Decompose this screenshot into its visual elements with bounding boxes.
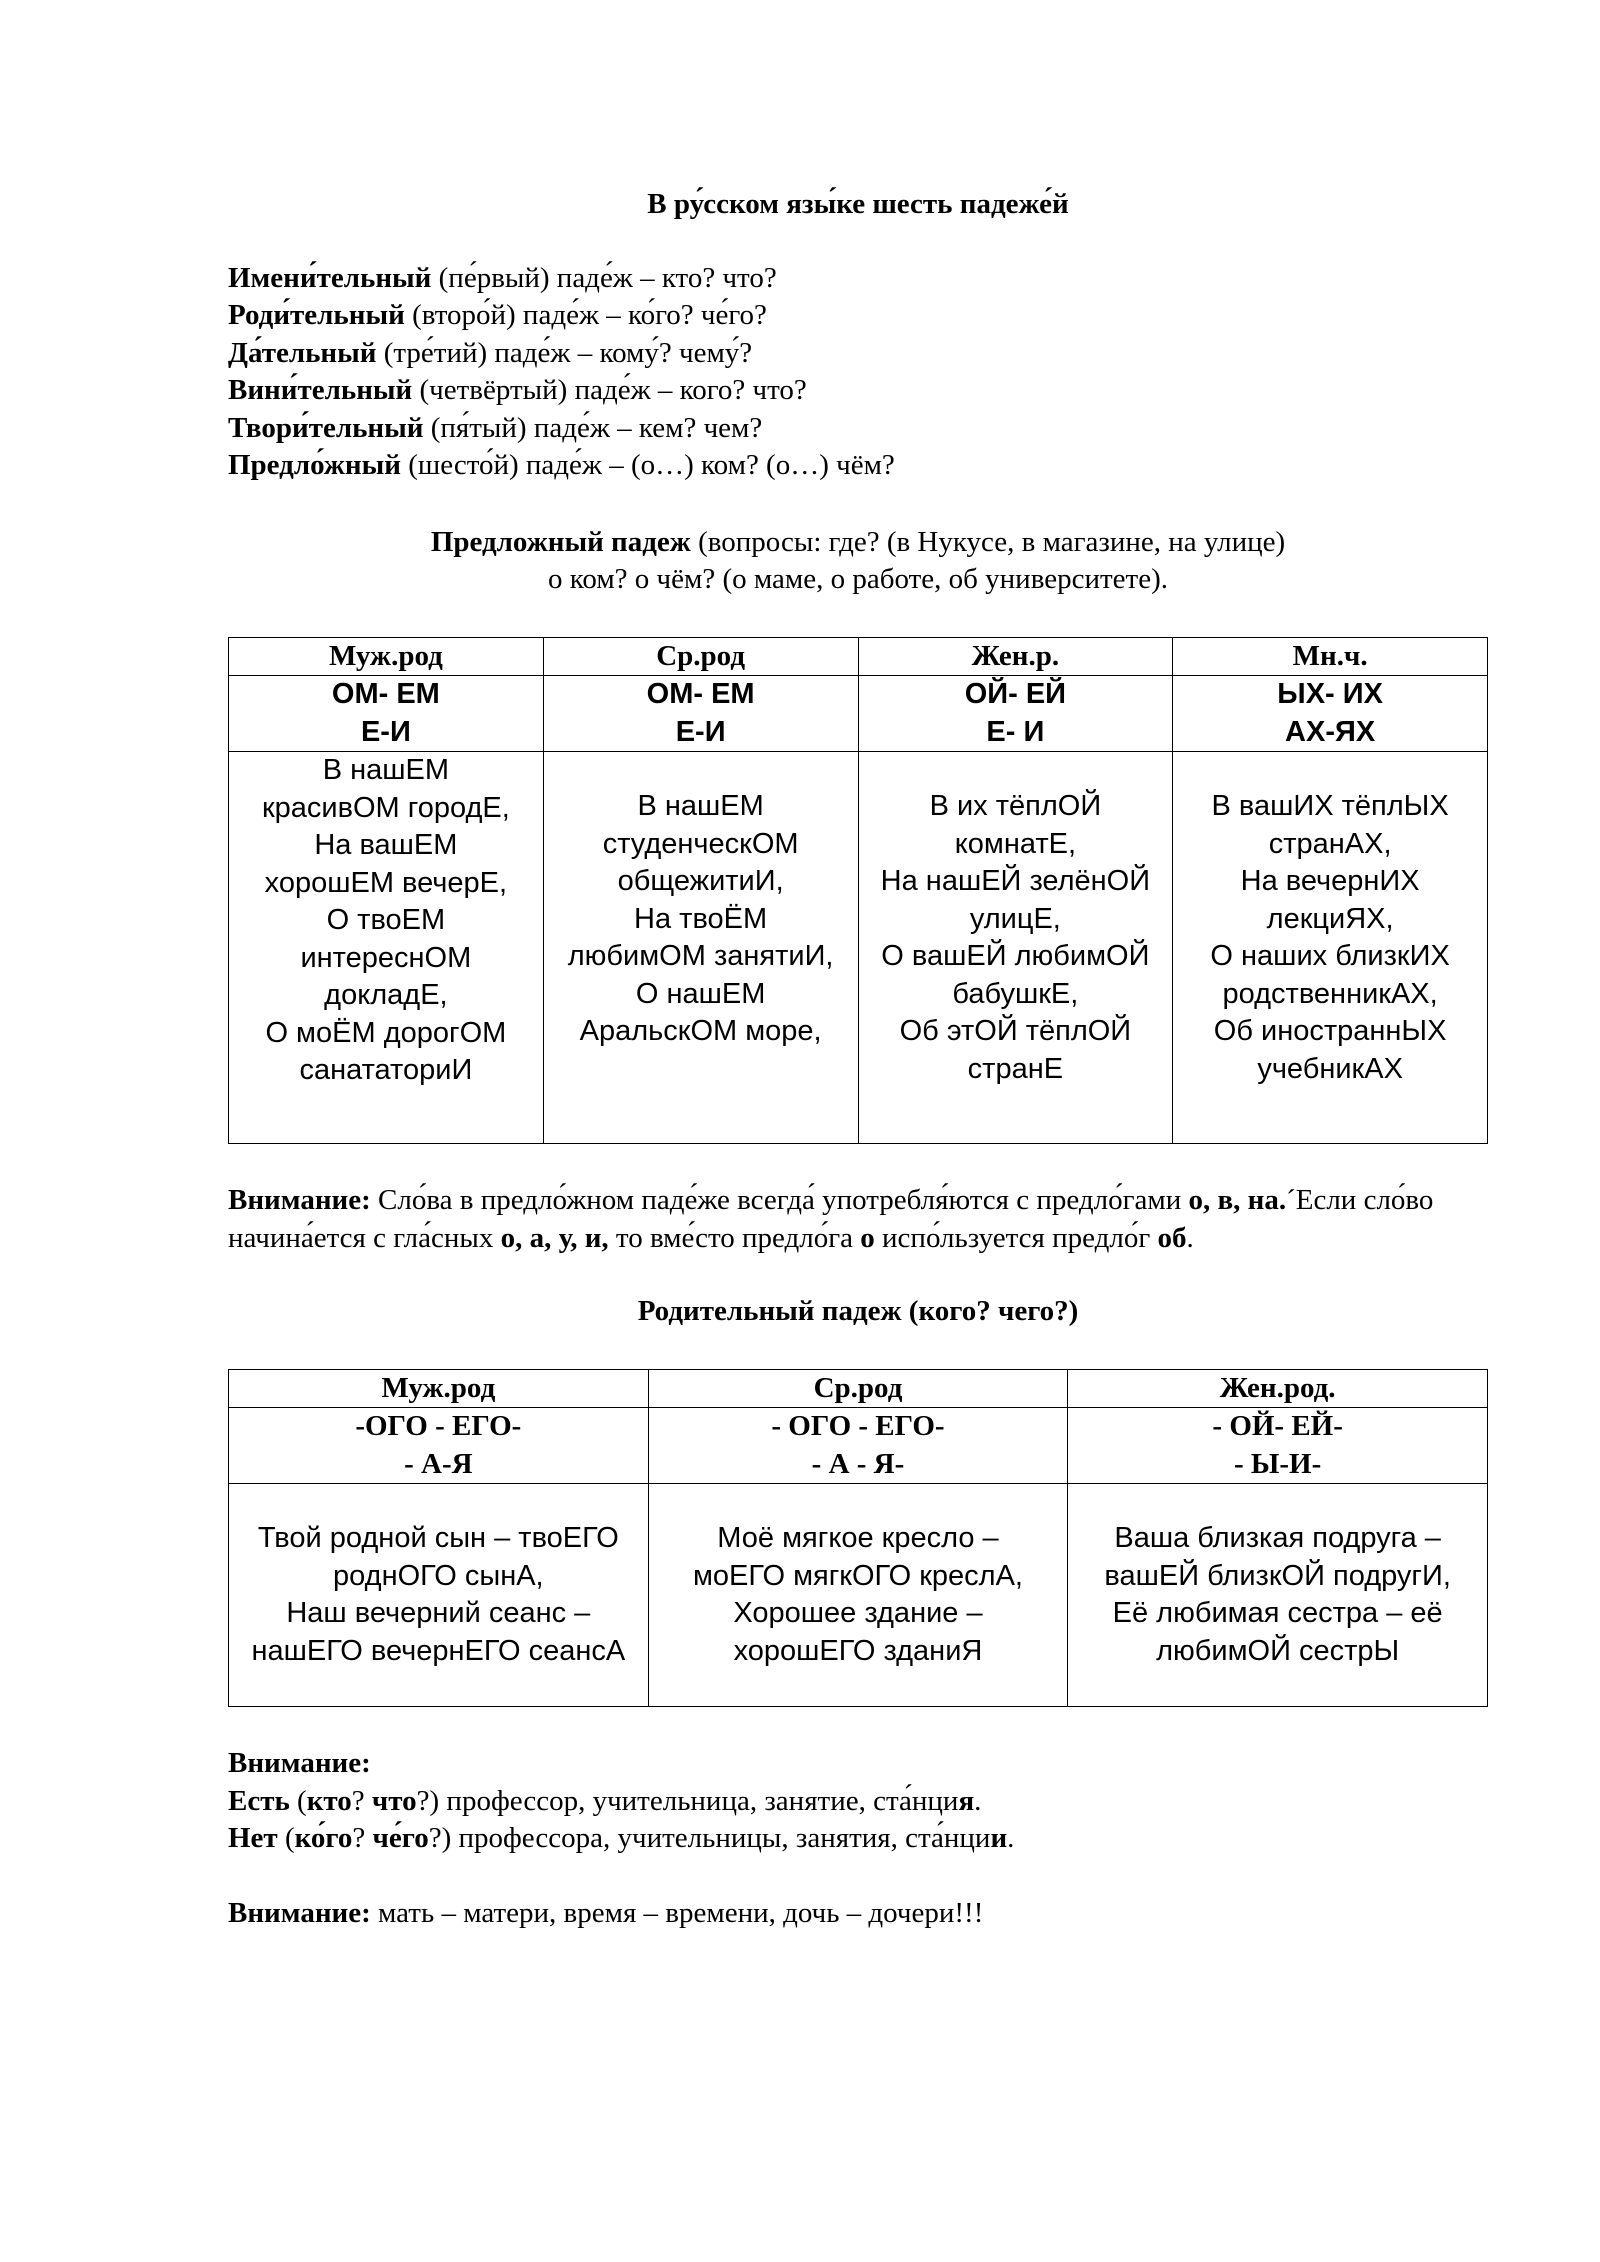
note-text: ? <box>351 1784 372 1817</box>
example-line: Её любимая сестра – её <box>1112 1597 1443 1629</box>
example-line: На вечернИХ <box>1240 865 1420 897</box>
attention-note-est-net <box>228 1745 1488 1858</box>
ending-line: - Ы-И- <box>1234 1447 1322 1480</box>
ending-line: Е-И <box>360 715 411 748</box>
case-description: (тре́тий) паде́ж – кому́? чему́? <box>376 336 753 369</box>
example-line: интереснОМ <box>300 941 472 974</box>
ending-line: Е- И <box>986 715 1045 748</box>
example-line: учебникАХ <box>1257 1052 1403 1085</box>
ending-line: -ОГО - ЕГО- <box>355 1410 522 1442</box>
case-line <box>228 372 1488 410</box>
column-header: Муж.род <box>229 637 544 676</box>
page-title: В ру́сском язы́ке шесть падеже́й <box>647 188 1069 220</box>
examples-row <box>229 1484 1488 1707</box>
ending-line: - ОГО - ЕГО- <box>771 1410 945 1442</box>
column-header: Мн.ч. <box>1173 637 1488 676</box>
case-name: Роди́тельный <box>228 299 405 331</box>
note-bold: о, а, у, и, <box>500 1221 609 1254</box>
example-line: лекциЯХ, <box>1266 902 1394 935</box>
ending-line: ОЙ- ЕЙ <box>964 678 1067 710</box>
example-line: Моё мягкое кресло – <box>717 1522 999 1554</box>
endings-row <box>229 1408 1488 1484</box>
endings-row <box>229 676 1488 752</box>
example-line: О наших близкИХ <box>1210 940 1450 972</box>
example-line: вашЕЙ близкОЙ подругИ, <box>1104 1559 1451 1592</box>
note-bold: че́го <box>372 1822 429 1854</box>
column-header: Ср.род <box>648 1369 1068 1408</box>
ending-line: - А-Я <box>404 1447 473 1480</box>
note-bold: о <box>860 1221 875 1254</box>
ending-line: ЫХ- ИХ <box>1277 678 1383 710</box>
example-line: роднОГО сынА, <box>333 1559 544 1592</box>
attention-note-prepositions <box>228 1182 1488 1257</box>
example-line: любимОМ занятиИ, <box>567 940 834 972</box>
ending-line: ОМ- ЕМ <box>646 678 755 710</box>
example-line: общежитиИ, <box>617 865 784 897</box>
case-description: (второ́й) паде́ж – ко́го? че́го? <box>404 299 767 331</box>
ending-line: Е-И <box>675 715 726 748</box>
attention-note-exceptions <box>228 1895 1488 1933</box>
examples-list <box>865 752 1167 1143</box>
case-description: (пе́рвый) паде́ж – кто? что? <box>431 261 777 294</box>
examples-cell <box>1173 752 1488 1144</box>
prepositional-heading-bold: Предложный падеж <box>430 525 691 558</box>
case-description: (четвёртый) паде́ж – кого? что? <box>412 374 807 406</box>
endings-cell <box>1068 1408 1488 1484</box>
example-line: странЕ <box>967 1052 1064 1085</box>
example-line: санататориИ <box>299 1054 473 1086</box>
endings-cell <box>1173 676 1488 752</box>
note-bold: о, в, на. <box>1188 1184 1287 1216</box>
examples-cell <box>229 1484 649 1707</box>
example-line: докладЕ, <box>324 979 448 1011</box>
example-line: моЕГО мягкОГО креслА, <box>692 1559 1023 1592</box>
examples-row <box>229 752 1488 1144</box>
case-line <box>228 410 1488 448</box>
examples-list <box>550 752 852 1143</box>
example-line: На твоЁМ <box>634 902 768 935</box>
case-name: Имени́тельный <box>228 261 432 294</box>
note-text: испо́льзуется предло́г <box>874 1221 1158 1254</box>
case-line <box>228 260 1488 298</box>
example-line: нашЕГО вечернЕГО сеансА <box>251 1634 626 1667</box>
column-header: Ср.род <box>543 637 858 676</box>
cases-list <box>228 260 1488 485</box>
prepositional-table <box>228 637 1488 1145</box>
example-line: В нашЕМ <box>637 790 764 822</box>
attention-label: Внимание: <box>228 1747 371 1779</box>
examples-list <box>655 1520 1062 1670</box>
note-bold: Нет <box>228 1822 278 1854</box>
example-line: АральскОМ море, <box>579 1015 822 1047</box>
case-name: Твори́тельный <box>228 411 424 444</box>
est-line <box>228 1783 1488 1821</box>
example-line: Об этОЙ тёплОЙ <box>899 1015 1132 1047</box>
example-line: Ваша близкая подруга – <box>1114 1522 1441 1554</box>
ending-line: - ОЙ- ЕЙ- <box>1212 1410 1343 1442</box>
note-bold: что <box>371 1784 417 1817</box>
endings-cell <box>229 1408 649 1484</box>
example-line: В нашЕМ <box>322 754 450 786</box>
case-description: (шесто́й) паде́ж – (о…) ком? (о…) чём? <box>400 449 895 481</box>
attention-label: Внимание: <box>228 1896 371 1929</box>
example-line: хорошЕГО зданиЯ <box>733 1634 983 1667</box>
endings-cell <box>229 676 544 752</box>
ending-line: ОМ- ЕМ <box>331 678 440 710</box>
example-line: На вашЕМ <box>314 829 458 861</box>
column-header: Жен.р. <box>858 637 1173 676</box>
note-text: ( <box>289 1784 307 1817</box>
example-line: В их тёплОЙ <box>929 790 1102 822</box>
example-line: Об иностраннЫХ <box>1213 1015 1447 1047</box>
example-line: О вашЕЙ любимОЙ <box>881 940 1150 972</box>
case-name: Да́тельный <box>228 336 377 369</box>
example-line: О моЁМ дорогОМ <box>265 1016 507 1049</box>
genitive-table <box>228 1369 1488 1708</box>
document-page <box>228 186 1488 1932</box>
example-line: Твой родной сын – твоЕГО <box>257 1522 619 1554</box>
endings-cell <box>858 676 1173 752</box>
case-line <box>228 447 1488 485</box>
note-bold: кто <box>306 1784 352 1817</box>
case-description: (пя́тый) паде́ж – кем? чем? <box>423 411 763 444</box>
example-line: бабушкЕ, <box>952 977 1079 1010</box>
note-text: ? <box>352 1822 373 1854</box>
note-bold: ко́го <box>294 1822 353 1854</box>
examples-cell <box>858 752 1173 1144</box>
note-bold: Есть <box>228 1784 290 1817</box>
note-bold: я <box>958 1784 975 1817</box>
case-line <box>228 297 1488 335</box>
examples-list <box>235 1520 642 1670</box>
examples-list <box>1074 1520 1481 1670</box>
note-text: Сло́ва в предло́жном паде́же всегда́ употребля́ются с предло́гами <box>370 1184 1189 1216</box>
example-line: В вашИХ тёплЫХ <box>1211 790 1449 822</box>
note-text: . <box>1007 1822 1015 1854</box>
example-line: О нашЕМ <box>635 977 766 1010</box>
example-line: хорошЕМ вечерЕ, <box>264 866 508 899</box>
example-line: странАХ, <box>1268 827 1392 860</box>
note-text: ´Если сло́во начина́ется с гла́сных <box>228 1184 1434 1254</box>
prepositional-heading <box>228 524 1488 599</box>
column-header: Жен.род. <box>1068 1369 1488 1408</box>
note-bold: и <box>990 1822 1008 1854</box>
examples-list <box>235 752 537 1107</box>
note-text: мать – матери, время – времени, дочь – дочери!!! <box>370 1896 984 1929</box>
examples-cell <box>1068 1484 1488 1707</box>
case-name: Вини́тельный <box>228 374 413 406</box>
example-line: родственникАХ, <box>1222 977 1438 1010</box>
examples-cell <box>229 752 544 1144</box>
note-text: то вме́сто предло́га <box>608 1221 861 1254</box>
example-line: О твоЕМ <box>326 904 446 936</box>
example-line: любимОЙ сестрЫ <box>1156 1634 1400 1667</box>
attention-label: Внимание: <box>228 1184 371 1216</box>
example-line: комнатЕ, <box>954 827 1077 860</box>
case-line <box>228 335 1488 373</box>
examples-cell <box>543 752 858 1144</box>
examples-cell <box>648 1484 1068 1707</box>
example-line: красивОМ городЕ, <box>261 791 510 824</box>
net-line <box>228 1820 1488 1858</box>
ending-line: АХ-ЯХ <box>1285 715 1376 748</box>
case-name: Предло́жный <box>228 449 401 481</box>
example-line: студенческОМ <box>602 827 799 860</box>
example-line: Наш вечерний сеанс – <box>286 1597 591 1629</box>
note-text: ?) профессор, учительница, занятие, ста́нци <box>416 1784 959 1817</box>
note-text: ( <box>277 1822 295 1854</box>
note-text: ?) профессора, учительницы, занятия, ста́нци <box>428 1822 991 1854</box>
example-line: Хорошее здание – <box>733 1597 983 1629</box>
endings-cell <box>648 1408 1068 1484</box>
table-header-row <box>229 1369 1488 1408</box>
genitive-heading: Родительный падеж (кого? чего?) <box>637 1295 1079 1327</box>
table-header-row <box>229 637 1488 676</box>
prepositional-heading-line2: о ком? о чём? (о маме, о работе, об университете). <box>548 563 1168 595</box>
note-text: . <box>974 1784 982 1817</box>
endings-cell <box>543 676 858 752</box>
prepositional-heading-questions: (вопросы: где? (в Нукусе, в магазине, на улице) <box>690 525 1286 558</box>
column-header: Муж.род <box>229 1369 649 1408</box>
example-line: На нашЕЙ зелёнОЙ <box>880 865 1151 897</box>
note-text: . <box>1186 1221 1194 1254</box>
ending-line: - А - Я- <box>811 1447 905 1480</box>
prepositional-heading-line1 <box>228 524 1488 562</box>
examples-list <box>1179 752 1481 1143</box>
example-line: улицЕ, <box>969 902 1061 935</box>
note-bold: об <box>1157 1221 1187 1254</box>
